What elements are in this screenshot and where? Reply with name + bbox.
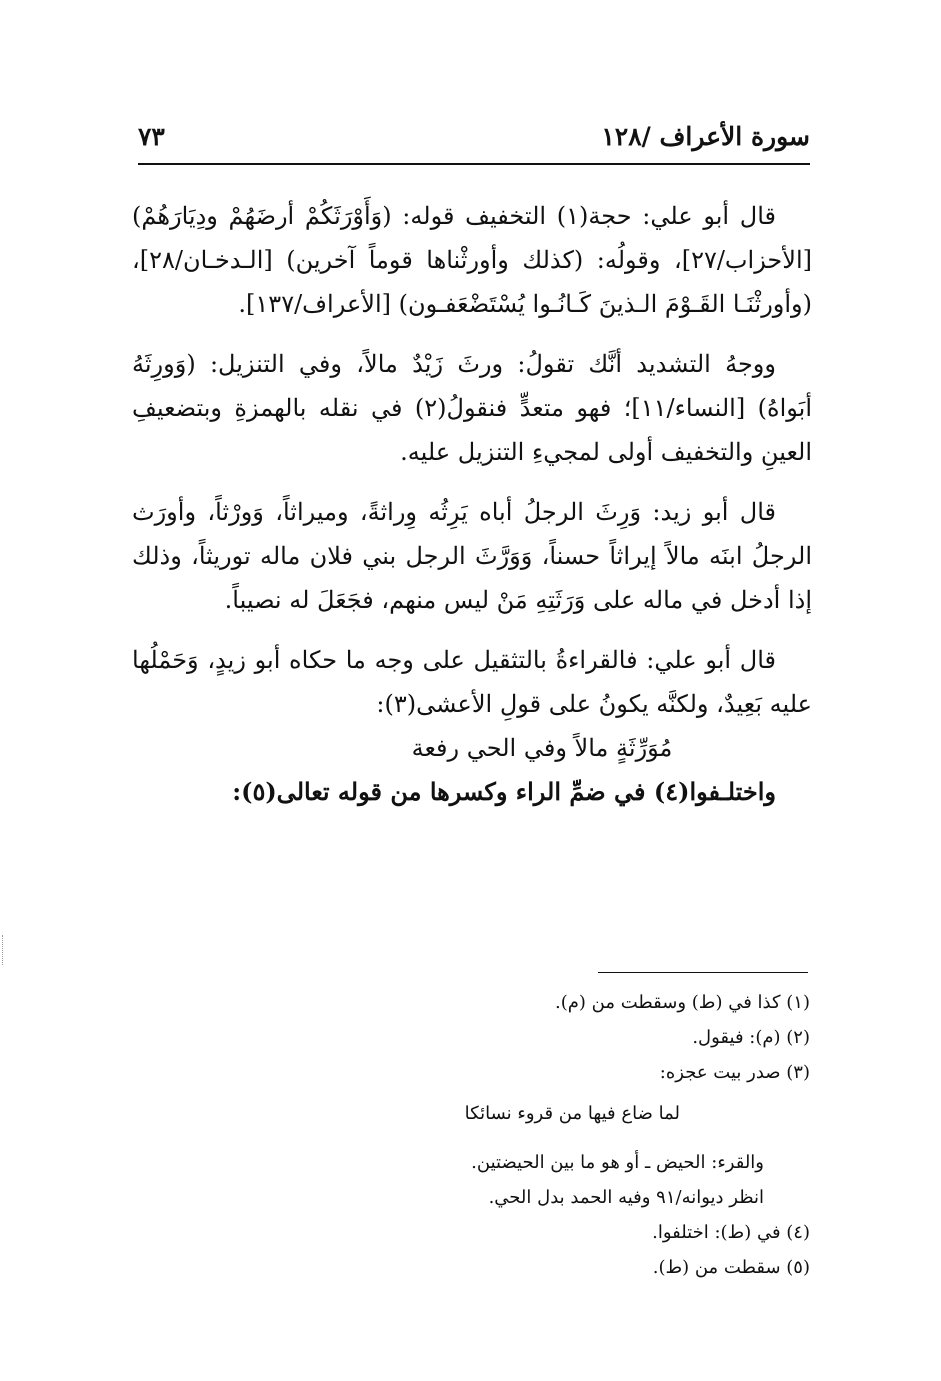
scan-margin-mark <box>2 935 6 965</box>
footnote-3-note-2: انظر ديوانه/٩١ وفيه الحمد بدل الحي. <box>488 1187 764 1208</box>
footnote-4: (٤) في (ط): اختلفوا. <box>652 1222 810 1243</box>
paragraph-2: ووجهُ التشديد أنَّك تقولُ: ورثَ زَيْدٌ مالاً، وفي التنزيل: (وَورِثَهُ أبَواهُ) [النساء/١١]؛ فهو متعدٍّ فنقولُ(٢) في نقله بالهمزةِ وبتضعيفِ العينِ والتخفيف أولى لمجيءِ التنزيل عليه. <box>132 350 812 466</box>
running-header <box>138 116 810 160</box>
header-divider <box>138 163 810 165</box>
footnote-3: (٣) صدر بيت عجزه: <box>659 1062 810 1083</box>
paragraph-1: قال أبو علي: حجة(١) التخفيف قوله: (وَأَوْرَثَكُمْ أرضَهُمْ ودِيَارَهُمْ) [الأحزاب/٢٧]، وقولُه: (كذلك وأورثْناها قوماً آخرين) [الـدخـان/٢٨]، (وأورثْنَـا القَـوْمَ الـذينَ كَـانُـوا يُسْتَضْعَفـون) [الأعراف/١٣٧]. <box>132 202 812 318</box>
paragraph-3: قال أبو زيد: وَرِثَ الرجلُ أباه يَرِثُه وِراثةً، وميراثاً، وَورْثاً، وأورَث الرجلُ ابنَه مالاً إيراثاً حسناً، وَوَرَّثَ الرجل بني فلان ماله توريثاً، وذلك إذا أدخل في ماله على وَرَثَتِهِ مَنْ ليس منهم، فجَعَلَ له نصيباً. <box>132 498 813 614</box>
footnotes <box>132 985 810 1285</box>
footnote-2: (٢) (م): فيقول. <box>692 1027 810 1048</box>
footnote-3-verse: لما ضاع فيها من قروء نسائكا <box>464 1103 680 1124</box>
footnote-1: (١) كذا في (ط) وسقطت من (م). <box>555 992 810 1013</box>
paragraph-5-heading: واختلـفوا(٤) في ضمِّ الراء وكسرها من قوله تعالى(٥): <box>232 777 776 806</box>
footnote-5: (٥) سقطت من (ط). <box>652 1257 810 1278</box>
surah-header-title: سورة الأعراف /١٢٨ <box>601 122 810 151</box>
footnote-divider <box>598 972 808 973</box>
poetry-verse: مُوَرِّثَةٍ مالاً وفي الحي رفعة <box>411 734 673 762</box>
footnote-3-note-1: والقرء: الحيض ـ أو هو ما بين الحيضتين. <box>471 1152 764 1173</box>
paragraph-4: قال أبو علي: فالقراءةُ بالتثقيل على وجه ما حكاه أبو زيدٍ، وَحَمْلُها عليه بَعِيدٌ، ولكنَّه يكونُ على قولِ الأعشى(٣): <box>132 646 812 718</box>
page-number: ٧٣ <box>138 122 165 151</box>
main-text <box>132 194 812 814</box>
